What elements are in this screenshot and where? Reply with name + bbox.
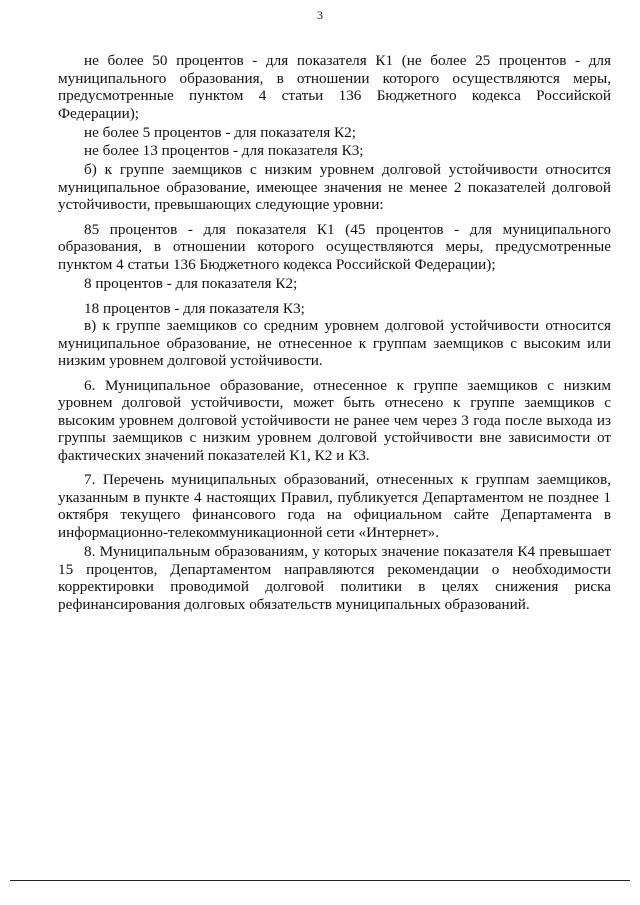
page-number: 3 — [317, 8, 323, 22]
paragraph-k1-upper-limit: не более 50 процентов - для показателя К1 (не более 25 процентов - для муниципального образования, в отношении которого осуществляются меры, предусмотренные пунктом 4 статьи 136 Бюджетного кодекса Российской Федерации); — [58, 52, 611, 122]
paragraph-k2-upper-limit: не более 5 процентов - для показателя К2; — [84, 124, 356, 141]
paragraph-k3-upper-limit: не более 13 процентов - для показателя К3; — [84, 141, 364, 159]
paragraph-item-8: 8. Муниципальным образованиям, у которых значение показателя К4 превышает 15 процентов, Департаментом направляются рекомендации о необходимости корректировки проводимой долговой политики в целях снижения риска рефинансирования долговых обязательств муниципальных образований. — [58, 543, 611, 613]
paragraph-k3-low-threshold: 18 процентов - для показателя К3; — [84, 299, 305, 317]
paragraph-k1-low-threshold: 85 процентов - для показателя К1 (45 процентов - для муниципального образования, в отношении которого осуществляются меры, предусмотренные пунктом 4 статьи 136 Бюджетного кодекса Российской Федерации); — [58, 220, 611, 273]
paragraph-item-7: 7. Перечень муниципальных образований, отнесенных к группам заемщиков, указанным в пункте 4 настоящих Правил, публикуется Департаментом не позднее 1 октября текущего финансового года на официальном сайте Департамента в информационно-телекоммуникационной сети «Интернет». — [58, 471, 611, 541]
paragraph-medium-stability-group: в) к группе заемщиков со средним уровнем долговой устойчивости относится муниципальное образование, не отнесенное к группам заемщиков с высоким или низким уровнем долговой устойчивости. — [58, 317, 611, 369]
paragraph-k2-low-threshold: 8 процентов - для показателя К2; — [84, 275, 298, 292]
bottom-divider — [10, 880, 630, 881]
paragraph-low-stability-group: б) к группе заемщиков с низким уровнем долговой устойчивости относится муниципальное образование, имеющее значения не менее 2 показателей долговой устойчивости, превышающих следующие уровни: — [58, 161, 611, 213]
document-body — [58, 52, 611, 615]
paragraph-item-6: 6. Муниципальное образование, отнесенное к группе заемщиков с низким уровнем долговой устойчивости, может быть отнесено к группе заемщиков с высоким уровнем долговой устойчивости не ранее чем через 3 года после выхода из группы заемщиков с низким уровнем долговой устойчивости вне зависимости от фактических значений показателей К1, К2 и К3. — [58, 376, 611, 464]
